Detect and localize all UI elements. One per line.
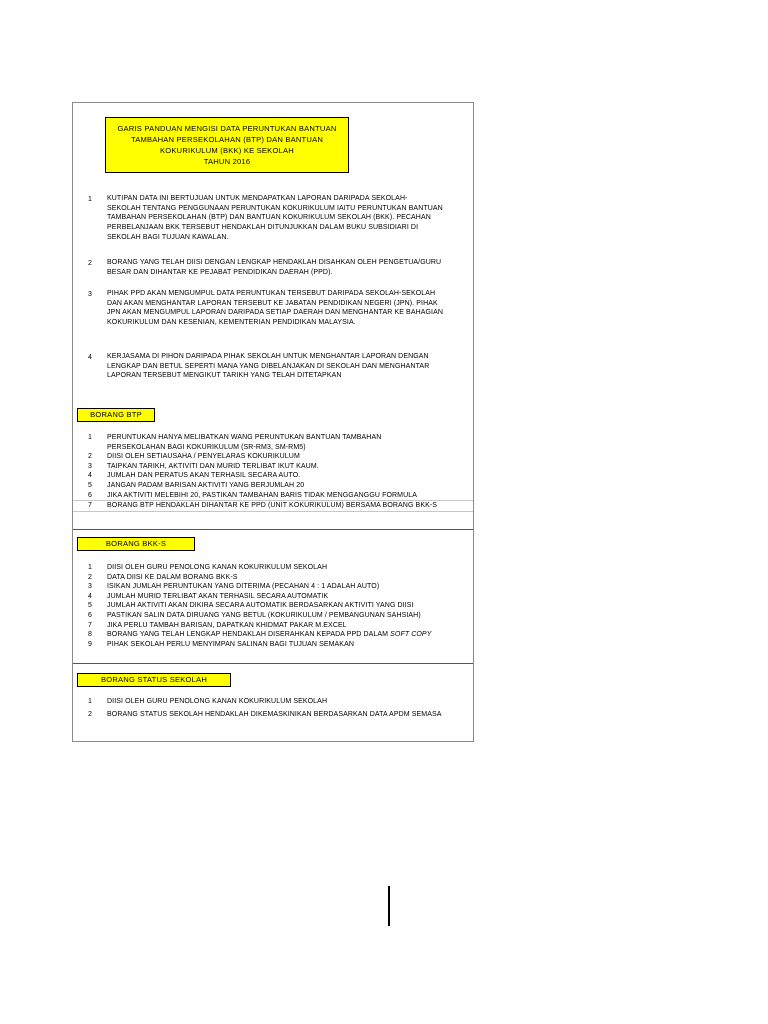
intro-line: JPN AKAN MENGUMPUL LAPORAN DARIPADA SETIAP DAERAH DAN MENGHANTAR KE BAHAGIAN: [107, 309, 444, 317]
title-box: [105, 117, 349, 173]
list-item: [73, 710, 473, 720]
item-number: 3: [88, 583, 92, 591]
item-text: DIISI OLEH SETIAUSAHA / PENYELARAS KOKURIKULUM: [107, 453, 300, 461]
item-text: JIKA PERLU TAMBAH BARISAN, DAPATKAN KHIDMAT PAKAR M.EXCEL: [107, 621, 347, 629]
item-text: BORANG BTP HENDAKLAH DIHANTAR KE PPD (UNIT KOKURIKULUM) BERSAMA BORANG BKK-S: [107, 502, 438, 510]
intro-line: BESAR DAN DIHANTAR KE PEJABAT PENDIDIKAN DAERAH (PPD).: [107, 268, 333, 276]
intro-number: 2: [88, 260, 92, 267]
bkk-list: [73, 563, 473, 649]
intro-line: LAPORAN TERSEBUT MENGIKUT TARIKH YANG TELAH DITETAPKAN: [107, 372, 342, 380]
list-item: [73, 621, 473, 631]
list-item: [73, 611, 473, 621]
list-item: [73, 640, 473, 650]
list-item: [73, 471, 473, 481]
guideline-sheet: [72, 102, 474, 742]
intro-line: KERJASAMA DI PIHON DARIPADA PIHAK SEKOLAH UNTUK MENGHANTAR LAPORAN DENGAN: [107, 353, 429, 360]
item-text: ISIKAN JUMLAH PERUNTUKAN YANG DITERIMA (PECAHAN 4 : 1 ADALAH AUTO): [107, 583, 380, 591]
item-text-continued: PERSEKOLAHAN BAGI KOKURIKULUM (SR-RM3, SM-RM5): [107, 443, 306, 451]
item-text: JUMLAH AKTIVITI AKAN DIKIRA SECARA AUTOMATIK BERDASARKAN AKTIVITI YANG DIISI: [107, 602, 414, 610]
item-number: 2: [88, 453, 92, 461]
item-number: 5: [88, 481, 92, 489]
item-number: 9: [88, 640, 92, 648]
item-number: 4: [88, 472, 92, 480]
item-text-main: BORANG YANG TELAH LENGKAP HENDAKLAH DISERAHKAN KEPADA PPD DALAM: [107, 631, 389, 639]
intro-line: TAMBAHAN PERSEKOLAHAN (BTP) DAN BANTUAN KOKURIKULUM SEKOLAH (BKK). PECAHAN: [107, 214, 431, 222]
item-text: [107, 630, 431, 640]
item-text: TAIPKAN TARIKH, AKTIVITI DAN MURID TERLIBAT IKUT KAUM.: [107, 462, 319, 470]
item-number: 4: [88, 592, 92, 600]
intro-number: 3: [88, 291, 92, 298]
item-text-italic: SOFT COPY: [390, 631, 432, 639]
status-list: [73, 697, 473, 719]
item-number: 7: [88, 502, 92, 510]
list-item: [73, 433, 473, 452]
list-item: [73, 481, 473, 491]
item-number: 2: [88, 573, 92, 581]
item-number: 1: [88, 434, 92, 441]
item-text: PERUNTUKAN HANYA MELIBATKAN WANG PERUNTUKAN BANTUAN TAMBAHAN: [107, 434, 382, 441]
item-text: BORANG STATUS SEKOLAH HENDAKLAH DIKEMASKINIKAN BERDASARKAN DATA APDM SEMASA: [107, 710, 442, 718]
section-label-status: BORANG STATUS SEKOLAH: [77, 673, 231, 687]
intro-line: KUTIPAN DATA INI BERTUJUAN UNTUK MENDAPATKAN LAPORAN DARIPADA SEKOLAH-: [107, 195, 408, 202]
item-number: 5: [88, 602, 92, 610]
intro-line: BORANG YANG TELAH DIISI DENGAN LENGKAP HENDAKLAH DISAHKAN OLEH PENGETUA/GURU: [107, 259, 442, 266]
text-cursor-line: [388, 886, 390, 926]
item-text: JANGAN PADAM BARISAN AKTIVITI YANG BERJUMLAH 20: [107, 481, 305, 489]
list-item: [73, 592, 473, 602]
intro-line: SEKOLAH TENTANG PENGGUNAAN PERUNTUKAN KOKURIKULUM IAITU PERUNTUKAN BANTUAN: [107, 204, 443, 212]
intro-line: PERBELANJAAN BKK TERSEBUT HENDAKLAH DITUNJUKKAN DALAM BUKU SUBSIDIARI DI: [107, 224, 419, 232]
item-text: PIHAK SEKOLAH PERLU MENYIMPAN SALINAN BAGI TUJUAN SEMAKAN: [107, 640, 355, 648]
item-number: 8: [88, 631, 92, 639]
list-item: [73, 501, 473, 512]
section-divider: [73, 663, 473, 664]
intro-number: 1: [88, 196, 92, 203]
item-text: JUMLAH MURID TERLIBAT AKAN TERHASIL SECARA AUTOMATIK: [107, 592, 329, 600]
item-text: JUMLAH DAN PERATUS AKAN TERHASIL SECARA AUTO.: [107, 472, 301, 480]
title-line-4: TAHUN 2016: [203, 157, 251, 166]
list-item: [73, 573, 473, 583]
item-text: DIISI OLEH GURU PENOLONG KANAN KOKURIKULUM SEKOLAH: [107, 564, 328, 571]
item-text: DIISI OLEH GURU PENOLONG KANAN KOKURIKULUM SEKOLAH: [107, 698, 328, 705]
title-line-3: KOKURIKULUM (BKK) KE SEKOLAH: [160, 146, 294, 155]
list-item: [73, 563, 473, 573]
list-item: [73, 601, 473, 611]
intro-paragraph-4: [107, 352, 471, 381]
intro-line: PIHAK PPD AKAN MENGUMPUL DATA PERUNTUKAN TERSEBUT DARIPADA SEKOLAH-SEKOLAH: [107, 290, 436, 297]
section-label-bkk: BORANG BKK-S: [77, 537, 195, 551]
intro-number: 4: [88, 354, 92, 361]
intro-paragraph-3: [107, 289, 471, 328]
item-number: 7: [88, 621, 92, 629]
intro-paragraph-1: [107, 194, 471, 243]
item-number: 6: [88, 611, 92, 619]
title-line-2: TAMBAHAN PERSEKOLAHAN (BTP) DAN BANTUAN: [130, 135, 324, 144]
item-number: 1: [88, 698, 92, 705]
intro-paragraph-2: [107, 258, 471, 277]
btp-list: [73, 433, 473, 512]
list-item: [73, 630, 473, 640]
item-text: DATA DIISI KE DALAM BORANG BKK-S: [107, 573, 238, 581]
item-text: JIKA AKTIVITI MELEBIHI 20, PASTIKAN TAMBAHAN BARIS TIDAK MENGGANGGU FORMULA: [107, 491, 417, 499]
list-item: [73, 582, 473, 592]
item-text: PASTIKAN SALIN DATA DIRUANG YANG BETUL (KOKURIKULUM / PEMBANGUNAN SAHSIAH): [107, 611, 421, 619]
list-item: [73, 491, 473, 502]
item-number: 6: [88, 491, 92, 499]
title-line-1: GARIS PANDUAN MENGISI DATA PERUNTUKAN BANTUAN: [117, 124, 337, 133]
intro-line: DAN AKAN MENGHANTAR LAPORAN TERSEBUT KE JABATAN PENDIDIKAN NEGERI (JPN). PIHAK: [107, 299, 438, 307]
intro-line: KOKURIKULUM DAN KESENIAN, KEMENTERIAN PENDIDIKAN MALAYSIA.: [107, 319, 356, 327]
section-divider: [73, 529, 473, 530]
intro-line: LENGKAP DAN BETUL SEPERTI MANA YANG DIBELANJAKAN DI SEKOLAH DAN MENGHANTAR: [107, 362, 430, 370]
item-number: 3: [88, 462, 92, 470]
intro-line: SEKOLAH BAGI TUJUAN KAWALAN.: [107, 233, 229, 241]
section-label-btp: BORANG BTP: [77, 408, 155, 422]
list-item: [73, 462, 473, 472]
list-item: [73, 697, 473, 707]
list-item: [73, 452, 473, 462]
item-number: 2: [88, 710, 92, 718]
item-number: 1: [88, 564, 92, 571]
